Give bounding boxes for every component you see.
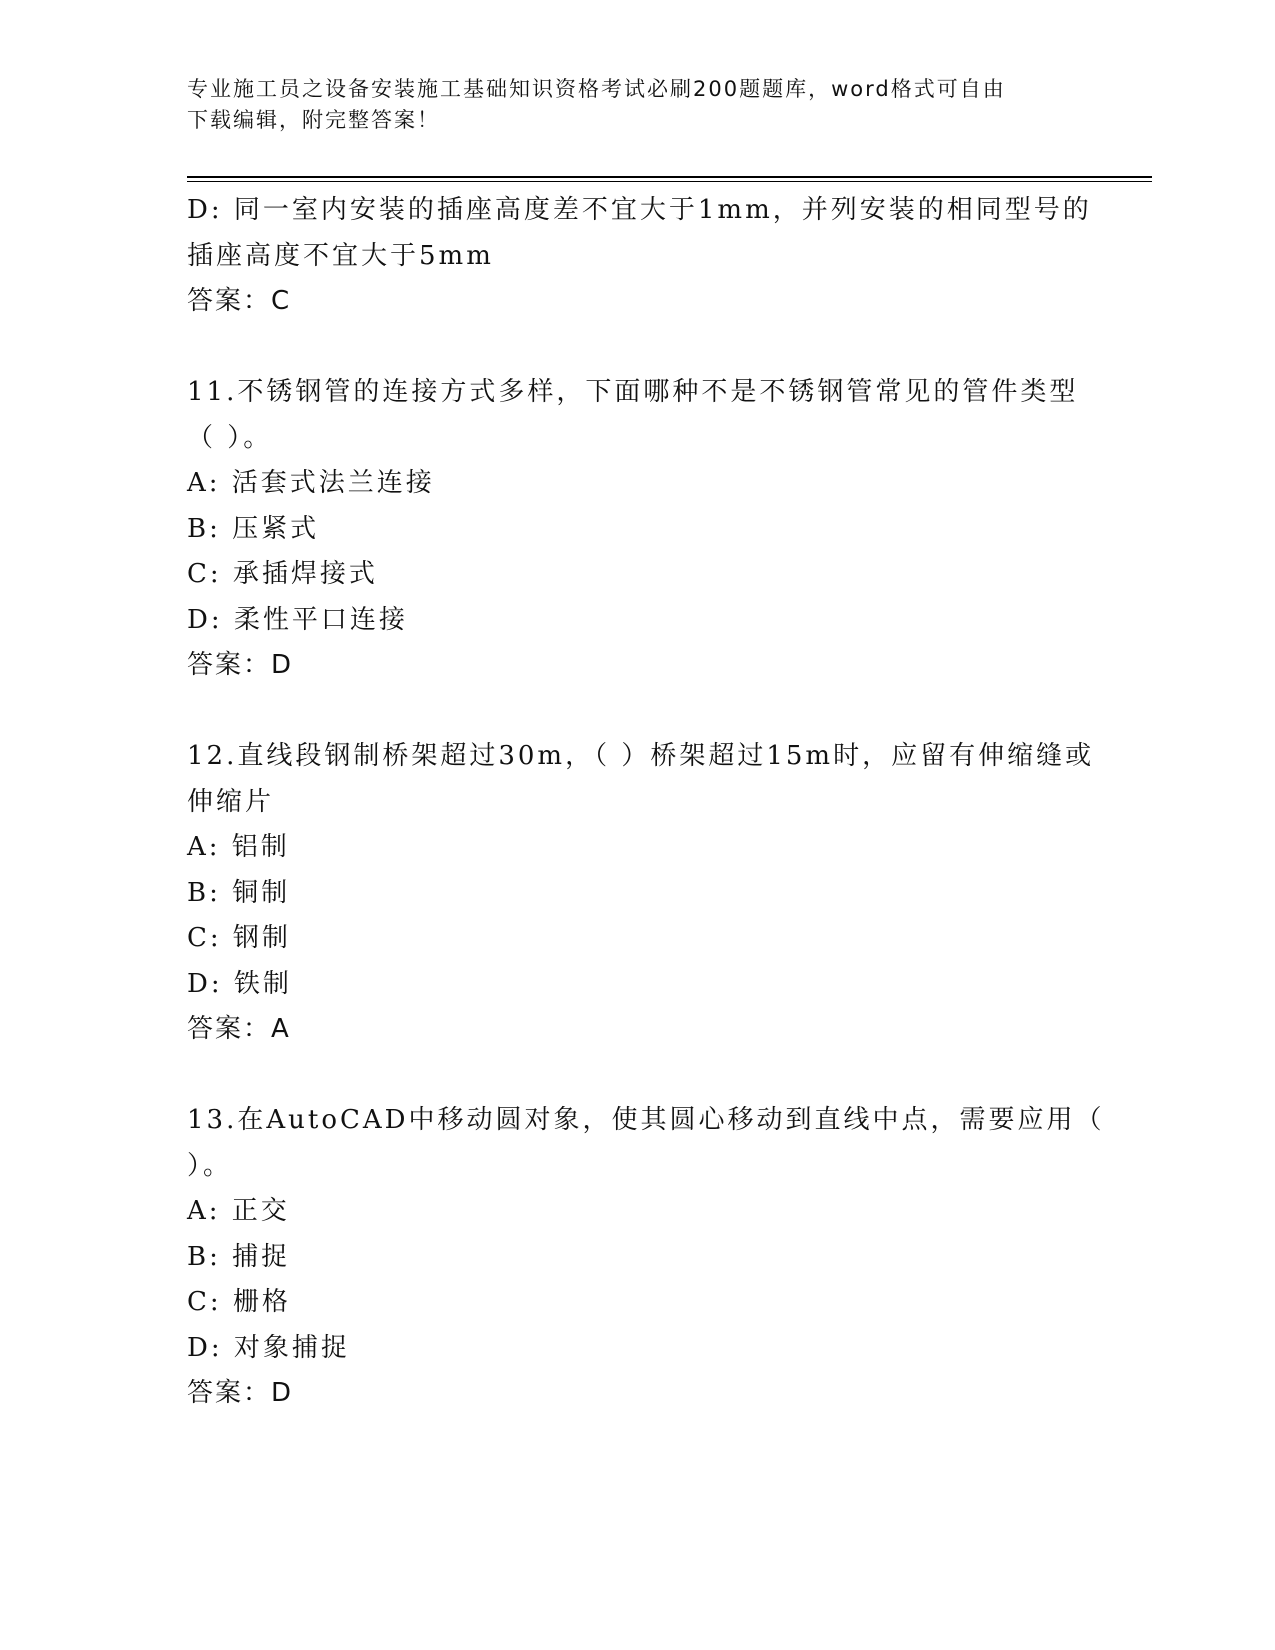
question-11 [187, 370, 1087, 689]
option-c: C: 钢制 [187, 923, 291, 953]
question-stem-continued: 伸缩片 [187, 786, 275, 817]
option-c: C: 栅格 [187, 1287, 291, 1317]
question-12 [187, 734, 1095, 1053]
question-10-tail [187, 188, 1092, 325]
option-d-continued: 插座高度不宜大于5mm [187, 240, 494, 271]
option-d: D: 柔性平口连接 [187, 604, 408, 635]
spacer [187, 689, 1087, 735]
answer: 答案：D [187, 650, 294, 680]
answer: 答案：C [187, 286, 292, 316]
question-stem-continued: ）。 [187, 1150, 233, 1181]
option-a: A: 铝制 [187, 832, 290, 862]
option-d: D: 同一室内安装的插座高度差不宜大于1mm，并列安装的相同型号的 [187, 195, 1092, 225]
option-a: A: 活套式法兰连接 [187, 468, 435, 498]
question-stem-continued: （ ）。 [187, 422, 273, 453]
option-d: D: 铁制 [187, 968, 292, 999]
option-c: C: 承插焊接式 [187, 559, 378, 589]
answer: 答案：D [187, 1378, 294, 1408]
header-title-line-2: 下载编辑，附完整答案！ [187, 108, 440, 132]
option-a: A: 正交 [187, 1196, 290, 1226]
question-list [187, 188, 1105, 1417]
option-b: B: 捕捉 [187, 1241, 291, 1272]
spacer [187, 325, 1087, 371]
option-d: D: 对象捕捉 [187, 1332, 350, 1363]
question-stem: 12.直线段钢制桥架超过30m，（ ）桥架超过15m时，应留有伸缩缝或 [187, 741, 1095, 771]
question-stem: 11.不锈钢管的连接方式多样，下面哪种不是不锈钢管常见的管件类型 [187, 377, 1079, 407]
header-title-line-1: 专业施工员之设备安装施工基础知识资格考试必刷200题题库，word格式可自由 [187, 77, 1006, 101]
question-13 [187, 1098, 1105, 1417]
option-b: B: 铜制 [187, 877, 291, 908]
answer: 答案：A [187, 1014, 291, 1044]
header-divider-thick [187, 176, 1152, 178]
option-b: B: 压紧式 [187, 513, 320, 544]
question-stem: 13.在AutoCAD中移动圆对象，使其圆心移动到直线中点，需要应用（ [187, 1105, 1105, 1135]
header-divider-thin [187, 181, 1152, 182]
document-header [187, 74, 1067, 136]
spacer [187, 1053, 1087, 1099]
